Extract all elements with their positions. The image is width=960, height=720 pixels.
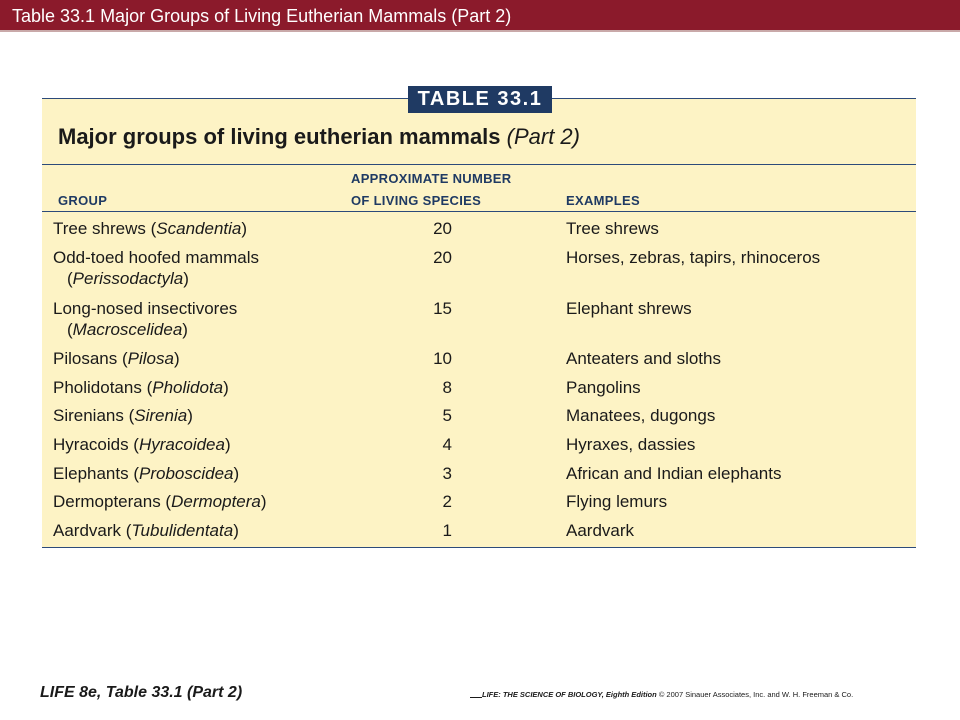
taxon-close: ) xyxy=(241,219,248,238)
examples-cell: Elephant shrews xyxy=(566,299,692,318)
examples-cell: Anteaters and sloths xyxy=(566,349,721,368)
species-count: 1 xyxy=(442,521,452,540)
column-header-examples: EXAMPLES xyxy=(566,193,640,208)
table-row-group xyxy=(53,377,229,398)
table-row-group xyxy=(53,491,267,512)
species-count: 3 xyxy=(442,464,452,483)
table-row-group xyxy=(53,348,180,369)
table-heading xyxy=(58,124,580,150)
taxon-close: ) xyxy=(260,492,267,511)
examples-cell: Horses, zebras, tapirs, rhinoceros xyxy=(566,248,821,267)
taxon-name: Proboscidea xyxy=(139,464,234,483)
taxon-close: ) xyxy=(187,406,193,425)
table-row-group xyxy=(53,298,237,340)
top-rule xyxy=(552,98,916,99)
species-count: 10 xyxy=(433,349,452,368)
examples-cell: Tree shrews xyxy=(566,219,659,238)
taxon-line2: (Macroscelidea) xyxy=(67,320,188,339)
footer-caption: LIFE 8e, Table 33.1 (Part 2) xyxy=(40,684,243,701)
taxon-close: ) xyxy=(173,349,180,368)
examples-cell: African and Indian elephants xyxy=(566,464,782,483)
species-count: 2 xyxy=(442,492,452,511)
species-count: 20 xyxy=(433,248,452,267)
species-count: 20 xyxy=(433,219,452,238)
table-badge: TABLE 33.1 xyxy=(408,86,552,113)
slide-title-bar xyxy=(0,0,960,32)
taxon-name: Tubulidentata xyxy=(131,521,234,540)
bottom-rule xyxy=(42,547,916,548)
table-row-group xyxy=(53,247,259,289)
table-heading-part: (Part 2) xyxy=(506,124,580,149)
header-rule xyxy=(42,211,916,212)
examples-cell: Pangolins xyxy=(566,378,641,397)
examples-cell: Flying lemurs xyxy=(566,492,668,511)
species-count: 4 xyxy=(442,435,452,454)
taxon-line2: (Perissodactyla) xyxy=(67,269,189,288)
examples-cell: Manatees, dugongs xyxy=(566,406,716,425)
group-name: Tree shrews ( xyxy=(53,219,157,238)
group-name: Aardvark ( xyxy=(53,521,132,540)
table-row-group xyxy=(53,434,231,455)
taxon-name: Sirenia xyxy=(134,406,188,425)
table-row-group xyxy=(53,405,193,426)
group-name: Dermopterans ( xyxy=(53,492,172,511)
column-header-count-line2: OF LIVING SPECIES xyxy=(351,193,482,208)
table-row-group xyxy=(53,218,247,239)
group-name: Sirenians ( xyxy=(53,406,135,425)
taxon-close: ) xyxy=(224,435,231,454)
table-row-group xyxy=(53,520,239,541)
footer-copyright xyxy=(482,690,853,699)
taxon-name: Dermoptera xyxy=(171,492,261,511)
group-name: Long-nosed insectivores xyxy=(53,299,238,318)
taxon-name: Pilosa xyxy=(127,349,174,368)
taxon-name: Macroscelidea xyxy=(72,320,183,339)
group-name: Odd-toed hoofed mammals xyxy=(53,248,259,267)
examples-cell: Aardvark xyxy=(566,521,635,540)
taxon-name: Hyracoidea xyxy=(138,435,225,454)
taxon-name: Perissodactyla xyxy=(72,269,184,288)
taxon-close: ) xyxy=(233,521,239,540)
taxon-name: Pholidota xyxy=(152,378,224,397)
group-name: Pilosans ( xyxy=(53,349,128,368)
footer-divider xyxy=(470,697,482,698)
footer-copyright-text: © 2007 Sinauer Associates, Inc. and W. H. Freeman & Co. xyxy=(656,690,854,699)
column-header-group: GROUP xyxy=(58,193,108,208)
taxon-name: Scandentia xyxy=(156,219,242,238)
species-count: 8 xyxy=(442,378,452,397)
taxon-close: ) xyxy=(233,464,240,483)
footer-book-title: LIFE: THE SCIENCE OF BIOLOGY, Eighth Edition xyxy=(482,690,657,699)
species-count: 5 xyxy=(442,406,452,425)
group-name: Hyracoids ( xyxy=(53,435,139,454)
slide-title: Table 33.1 Major Groups of Living Eutherian Mammals (Part 2) xyxy=(12,6,512,26)
examples-cell: Hyraxes, dassies xyxy=(566,435,696,454)
heading-rule xyxy=(42,164,916,165)
column-header-count-line1: APPROXIMATE NUMBER xyxy=(351,171,512,186)
table-heading-main: Major groups of living eutherian mammals xyxy=(58,124,507,149)
group-name: Elephants ( xyxy=(53,464,139,483)
species-count: 15 xyxy=(433,299,452,318)
taxon-close: ) xyxy=(223,378,229,397)
top-rule-left xyxy=(42,98,408,99)
table-row-group xyxy=(53,463,239,484)
group-name: Pholidotans ( xyxy=(53,378,153,397)
